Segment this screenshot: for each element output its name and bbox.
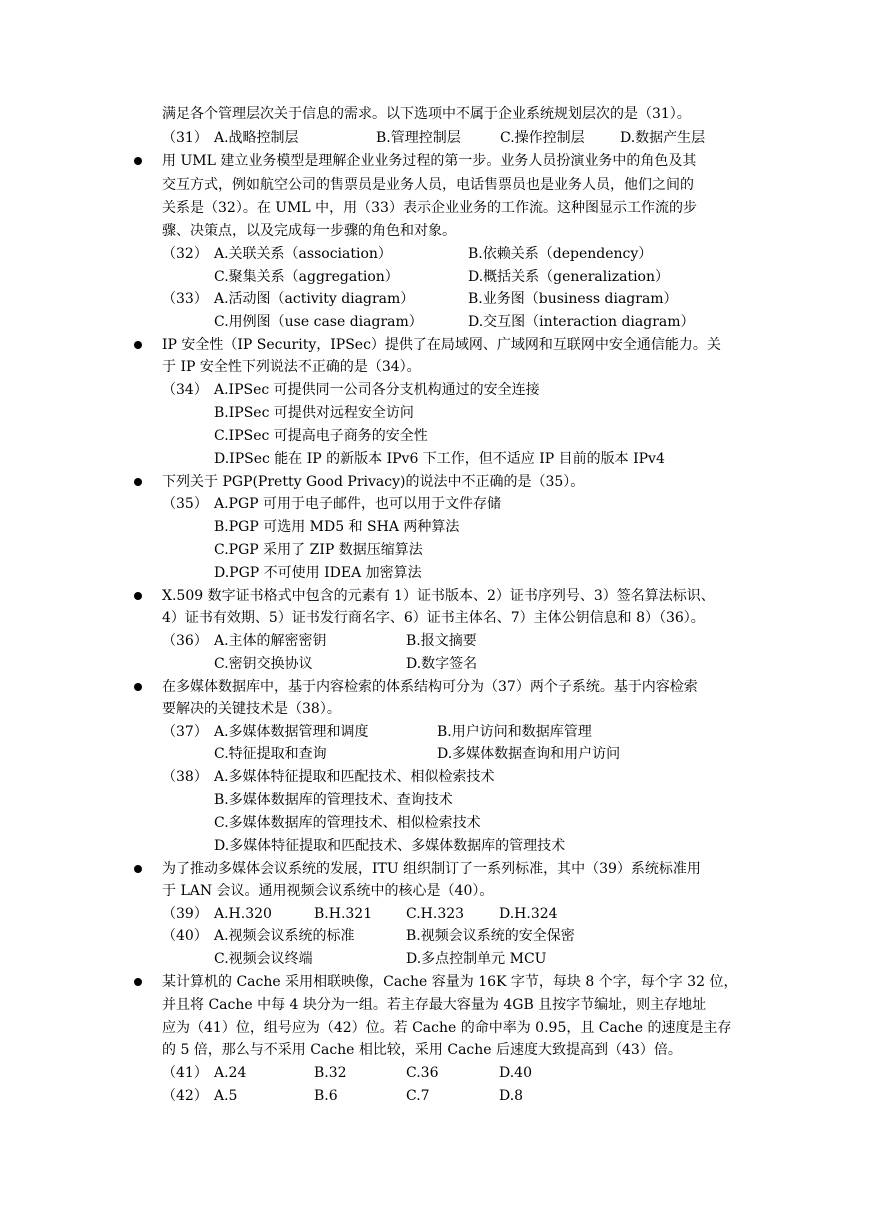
question-number: （37） xyxy=(162,724,208,740)
paragraph-line: 满足各个管理层次关于信息的需求。以下选项中不属于企业系统规划层次的是（31）。 xyxy=(162,106,691,122)
option-d: D.数字签名 xyxy=(406,656,478,672)
paragraph-line: IP 安全性（IP Security，IPSec）提供了在局域网、广域网和互联网中安全通信能力。关 xyxy=(162,337,721,353)
option-d: D.8 xyxy=(499,1088,524,1104)
option-b: B.用户访问和数据库管理 xyxy=(437,724,592,740)
option-a: A.关联关系（association） xyxy=(214,246,392,262)
option-a: A.24 xyxy=(214,1065,247,1081)
paragraph-line: X.509 数字证书格式中包含的元素有 1）证书版本、2）证书序列号、3）签名算法标识、 xyxy=(162,588,715,604)
option-a: A.战略控制层 xyxy=(214,130,299,146)
paragraph-line: 某计算机的 Cache 采用相联映像，Cache 容量为 16K 字节，每块 8 个字，每个字 32 位， xyxy=(162,974,738,990)
bullet-icon xyxy=(134,157,142,165)
question-number: （35） xyxy=(162,496,208,512)
option-d: D.多媒体特征提取和匹配技术、多媒体数据库的管理技术 xyxy=(214,838,566,854)
option-c: C.IPSec 可提高电子商务的安全性 xyxy=(214,428,428,444)
question-number: （40） xyxy=(162,928,208,944)
option-d: D.H.324 xyxy=(499,906,558,922)
paragraph-line: 于 IP 安全性下列说法不正确的是（34）。 xyxy=(162,359,421,375)
option-b: B.报文摘要 xyxy=(406,633,477,649)
paragraph-line: 关系是（32）。在 UML 中，用（33）表示企业业务的工作流。这种图显示工作流的步 xyxy=(162,200,697,216)
bullet-icon xyxy=(134,865,142,873)
option-c: C.视频会议终端 xyxy=(214,951,313,967)
question-number: （34） xyxy=(162,382,208,398)
option-d: D.交互图（interaction diagram） xyxy=(468,314,695,330)
option-c: C.密钥交换协议 xyxy=(214,656,313,672)
option-c: C.7 xyxy=(406,1088,430,1104)
option-a: A.IPSec 可提供同一公司各分支机构通过的安全连接 xyxy=(214,382,540,398)
bullet-icon xyxy=(134,592,142,600)
option-a: A.H.320 xyxy=(214,906,272,922)
paragraph-line: 要解决的关键技术是（38）。 xyxy=(162,701,341,717)
option-b: B.依赖关系（dependency） xyxy=(468,246,653,262)
paragraph-line: 4）证书有效期、5）证书发行商名字、6）证书主体名、7）主体公钥信息和 8）（36）。 xyxy=(162,610,705,626)
question-number: （38） xyxy=(162,769,208,785)
question-number: （39） xyxy=(162,906,208,922)
option-d: D.40 xyxy=(499,1065,532,1081)
paragraph-line: 下列关于 PGP(Pretty Good Privacy)的说法中不正确的是（35）。 xyxy=(162,474,585,490)
bullet-icon xyxy=(134,341,142,349)
option-b: B.业务图（business diagram） xyxy=(468,291,678,307)
option-b: B.6 xyxy=(314,1088,338,1104)
option-b: B.H.321 xyxy=(314,906,373,922)
option-c: C.36 xyxy=(406,1065,439,1081)
option-c: C.用例图（use case diagram） xyxy=(214,314,423,330)
bullet-icon xyxy=(134,978,142,986)
option-a: A.活动图（activity diagram） xyxy=(214,291,415,307)
option-b: B.视频会议系统的安全保密 xyxy=(406,928,575,944)
paragraph-line: 在多媒体数据库中，基于内容检索的体系结构可分为（37）两个子系统。基于内容检索 xyxy=(162,679,698,695)
option-a: A.视频会议系统的标准 xyxy=(214,928,355,944)
option-a: A.多媒体数据管理和调度 xyxy=(214,724,369,740)
option-c: C.H.323 xyxy=(406,906,465,922)
option-d: D.多媒体数据查询和用户访问 xyxy=(437,746,621,762)
paragraph-line: 于 LAN 会议。通用视频会议系统中的核心是（40）。 xyxy=(162,883,494,899)
option-b: B.PGP 可选用 MD5 和 SHA 两种算法 xyxy=(214,519,460,535)
option-c: C.操作控制层 xyxy=(500,130,585,146)
paragraph-line: 骤、决策点，以及完成每一步骤的角色和对象。 xyxy=(162,223,456,239)
bullet-icon xyxy=(134,683,142,691)
option-b: B.多媒体数据库的管理技术、查询技术 xyxy=(214,792,453,808)
option-d: D.数据产生层 xyxy=(620,130,706,146)
paragraph-line: 为了推动多媒体会议系统的发展，ITU 组织制订了一系列标准，其中（39）系统标准用 xyxy=(162,861,701,877)
option-d: D.IPSec 能在 IP 的新版本 IPv6 下工作，但不适应 IP 目前的版本 IPv4 xyxy=(214,451,665,467)
option-a: A.多媒体特征提取和匹配技术、相似检索技术 xyxy=(214,769,495,785)
question-number: （33） xyxy=(162,291,208,307)
option-b: B.IPSec 可提供对远程安全访问 xyxy=(214,405,414,421)
question-number: （41） xyxy=(162,1065,208,1081)
paragraph-line: 交互方式，例如航空公司的售票员是业务人员，电话售票员也是业务人员，他们之间的 xyxy=(162,177,694,193)
question-number: （36） xyxy=(162,633,208,649)
option-c: C.PGP 采用了 ZIP 数据压缩算法 xyxy=(214,542,423,558)
paragraph-line: 的 5 倍，那么与不采用 Cache 相比较，采用 Cache 后速度大致提高到（43）倍。 xyxy=(162,1042,682,1058)
option-b: B.管理控制层 xyxy=(376,130,461,146)
paragraph-line: 用 UML 建立业务模型是理解企业业务过程的第一步。业务人员扮演业务中的角色及其 xyxy=(162,153,697,169)
paragraph-line: 并且将 Cache 中每 4 块分为一组。若主存最大容量为 4GB 且按字节编址，则主存地址 xyxy=(162,997,707,1013)
option-a: A.主体的解密密钥 xyxy=(214,633,327,649)
bullet-icon xyxy=(134,478,142,486)
question-number: （42） xyxy=(162,1088,208,1104)
option-a: A.5 xyxy=(214,1088,238,1104)
paragraph-line: 应为（41）位，组号应为（42）位。若 Cache 的命中率为 0.95，且 Cache 的速度是主存 xyxy=(162,1020,732,1036)
option-c: C.聚集关系（aggregation） xyxy=(214,269,399,285)
option-b: B.32 xyxy=(314,1065,347,1081)
option-c: C.特征提取和查询 xyxy=(214,746,327,762)
question-number: （32） xyxy=(162,246,208,262)
option-d: D.概括关系（generalization） xyxy=(468,269,669,285)
option-d: D.多点控制单元 MCU xyxy=(406,951,547,967)
option-d: D.PGP 不可使用 IDEA 加密算法 xyxy=(214,565,422,581)
question-number: （31） xyxy=(162,130,208,146)
option-a: A.PGP 可用于电子邮件，也可以用于文件存储 xyxy=(214,496,502,512)
option-c: C.多媒体数据库的管理技术、相似检索技术 xyxy=(214,815,481,831)
